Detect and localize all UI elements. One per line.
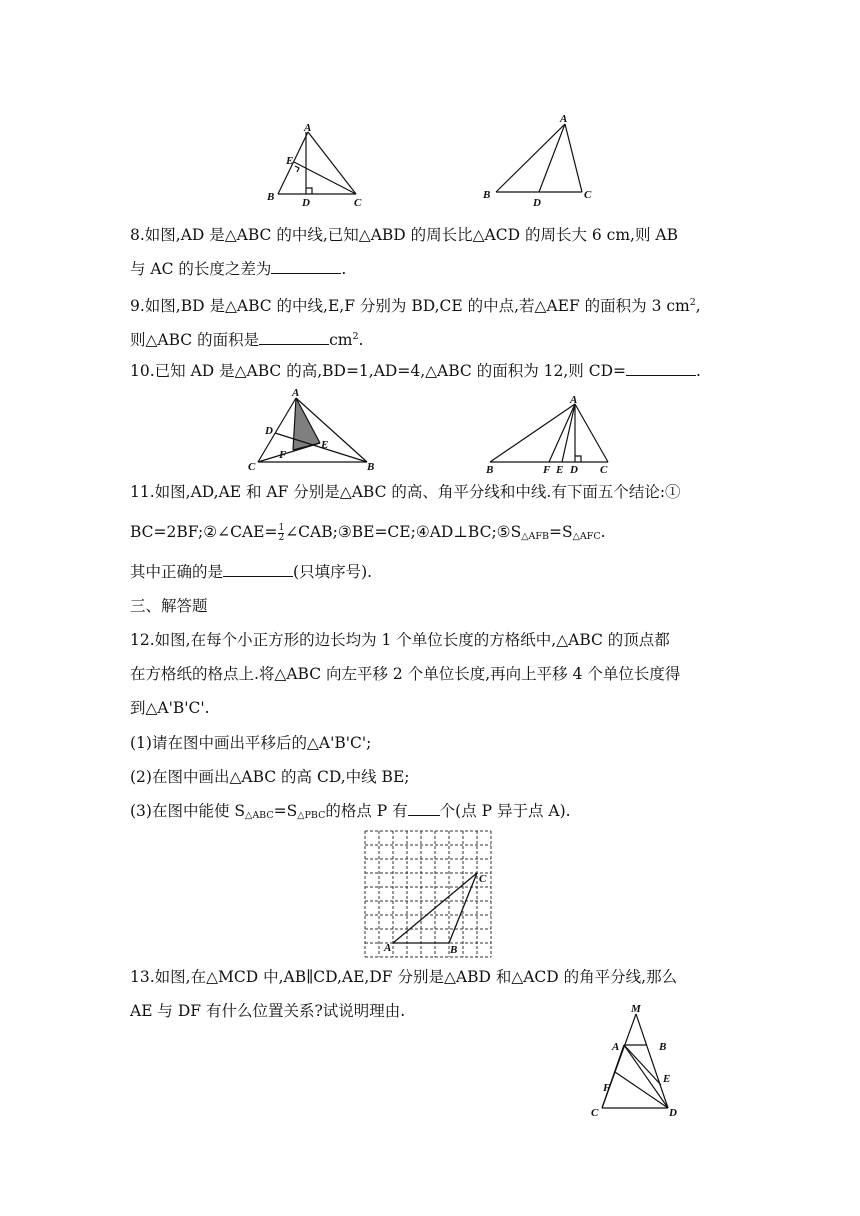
answer-blank (271, 259, 341, 274)
q8-line2: 与 AC 的长度之差为 . (130, 260, 347, 278)
q12-line2: 在方格纸的格点上.将△ABC 向左平移 2 个单位长度,再向上平移 4 个单位长度得 (130, 665, 681, 683)
figure-triangle-shaded (246, 386, 382, 476)
q9-line1: 9.如图,BD 是△ABC 的中线,E,F 分别为 BD,CE 的中点,若△AEF 的面积为 3 $cm^2$, (130, 297, 701, 316)
label-C: C (354, 197, 362, 208)
label-B: B (659, 1041, 667, 1053)
label-C: C (248, 461, 256, 473)
label-B: B (450, 944, 458, 956)
q10-line: 10.已知 AD 是△ABC 的高,BD=1,AD=4,△ABC 的面积为 12,则 CD= . (130, 362, 701, 380)
q12-part1: (1)请在图中画出平移后的△A'B'C'; (130, 734, 372, 752)
label-C: C (584, 189, 592, 201)
label-A: A (612, 1041, 620, 1053)
label-E: E (556, 464, 564, 476)
label-A: A (570, 394, 578, 406)
label-E: E (663, 1073, 671, 1085)
label-C: C (479, 873, 487, 885)
q13-line2: AE 与 DF 有什么位置关系?试说明理由. (130, 1002, 406, 1020)
q8-line2-text: 与 AC 的长度之差为 (130, 260, 272, 278)
answer-blank (223, 562, 293, 577)
figure-triangle-altitude (262, 122, 372, 208)
q11-line3: 其中正确的是 (只填序号). (130, 563, 373, 581)
label-D: D (669, 1107, 677, 1119)
q12-line1: 12.如图,在每个小正方形的边长均为 1 个单位长度的方格纸中,△ABC 的顶点都 (130, 631, 670, 649)
label-A: A (292, 387, 300, 399)
section-heading: 三、解答题 (130, 597, 208, 615)
label-E: E (321, 439, 329, 451)
answer-blank (259, 330, 329, 345)
q9-line2: 则△ABC 的面积是 $cm^2$. (130, 331, 364, 350)
q12-part3: (3)在图中能使 $S_{\triangle ABC}=S_{\triangle PBC}$的格点 P 有 个(点 P 异于点 A). (130, 802, 571, 821)
q13-line1: 13.如图,在△MCD 中,AB∥CD,AE,DF 分别是△ABD 和△ACD 的角平分线,那么 (130, 968, 678, 986)
figure-triangle-cevians (480, 392, 616, 476)
q11-line1: 11.如图,AD,AE 和 AF 分别是△ABC 的高、角平分线和中线.有下面五个结论:① (130, 483, 681, 501)
label-A: A (560, 113, 568, 125)
figure-grid-triangle (362, 828, 498, 960)
figure-triangle-median (478, 110, 608, 208)
answer-blank (408, 801, 440, 816)
label-D: D (265, 425, 273, 437)
label-B: B (483, 189, 491, 201)
fraction-one-half: $\frac{1}{2}$ (278, 522, 285, 543)
q11-line2: BC=2BF;②∠CAE= $\frac{1}{2}$ $\angle CAB;③BE=CE;④AD\perp BC;⑤S_{\triangle AFB}=S_{\triangle AFC}$. (130, 522, 606, 543)
label-A: A (384, 942, 392, 954)
label-C: C (600, 464, 608, 476)
q12-part2: (2)在图中画出△ABC 的高 CD,中线 BE; (130, 768, 410, 786)
label-E: E (286, 155, 294, 167)
label-F: F (543, 464, 551, 476)
label-M: M (631, 1003, 641, 1015)
label-B: B (267, 191, 275, 203)
q9-line1-text: 9.如图,BD 是△ABC 的中线,E,F 分别为 BD,CE 的中点,若△AEF 的面积为 3 cm (130, 297, 690, 316)
label-B: B (367, 461, 375, 473)
label-D: D (570, 464, 578, 476)
answer-blank (626, 361, 696, 376)
label-A: A (304, 122, 312, 134)
q8-line1: 8.如图,AD 是△ABC 的中线,已知△ABD 的周长比△ACD 的周长大 6 cm,则 AB (130, 226, 678, 244)
q12-line3: 到△A'B'C'. (130, 699, 210, 717)
label-D: D (533, 197, 541, 208)
label-C: C (591, 1107, 599, 1119)
label-D: D (302, 197, 310, 208)
figure-triangle-mcd (586, 1000, 696, 1124)
q9-line2-text: 则△ABC 的面积是 (130, 331, 260, 350)
label-F: F (603, 1082, 611, 1094)
label-B: B (486, 464, 494, 476)
label-F: F (279, 449, 287, 461)
q10-text: 10.已知 AD 是△ABC 的高,BD=1,AD=4,△ABC 的面积为 12,则 CD= (130, 362, 626, 380)
